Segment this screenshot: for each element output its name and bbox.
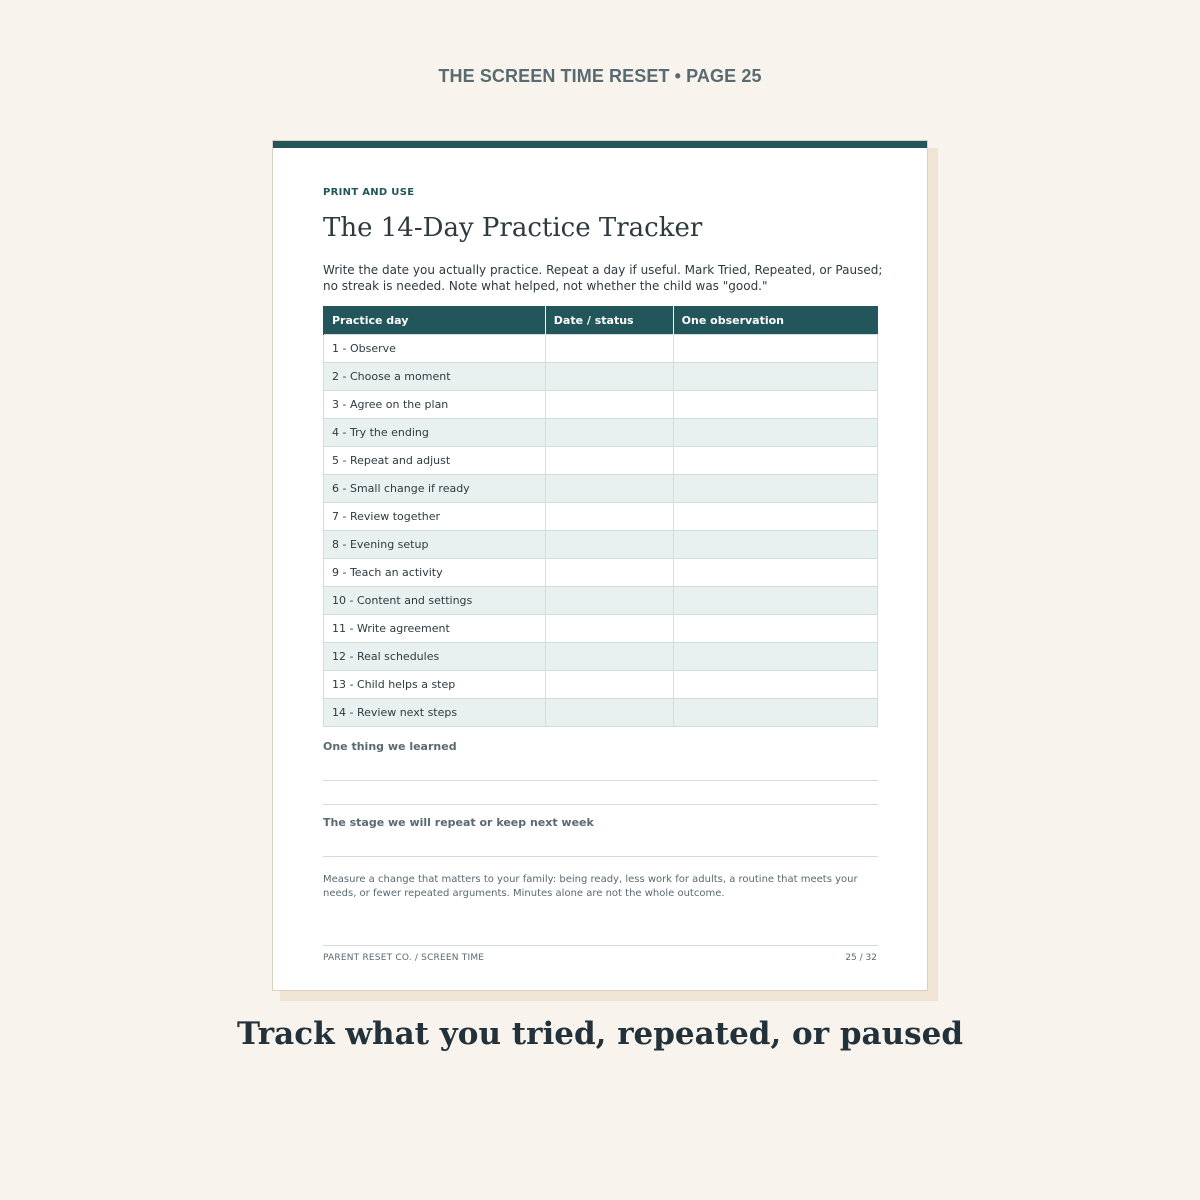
- observation-cell[interactable]: [673, 419, 877, 447]
- practice-day-cell: 5 - Repeat and adjust: [324, 447, 546, 475]
- observation-cell[interactable]: [673, 559, 877, 587]
- footer-page-number: 25 / 32: [845, 953, 877, 963]
- column-header-date-status: Date / status: [545, 306, 673, 335]
- repeat-stage-write-line[interactable]: [323, 856, 878, 857]
- slide-caption: Track what you tried, repeated, or paused: [236, 1016, 964, 1052]
- measure-note: Measure a change that matters to your family: being ready, less work for adults, a routine that meets your needs, or fewer repeated arguments. Minutes alone are not the whole outcome.: [323, 874, 858, 899]
- page-kicker: PRINT AND USE: [323, 187, 415, 198]
- practice-day-cell: 2 - Choose a moment: [324, 363, 546, 391]
- date-status-cell[interactable]: [545, 643, 673, 671]
- date-status-cell[interactable]: [545, 671, 673, 699]
- date-status-cell[interactable]: [545, 475, 673, 503]
- date-status-cell[interactable]: [545, 531, 673, 559]
- practice-tracker-table: [323, 306, 878, 727]
- observation-cell[interactable]: [673, 363, 877, 391]
- observation-cell[interactable]: [673, 587, 877, 615]
- practice-day-cell: 1 - Observe: [324, 335, 546, 363]
- observation-cell[interactable]: [673, 503, 877, 531]
- footer-divider: [323, 945, 878, 946]
- observation-cell[interactable]: [673, 335, 877, 363]
- practice-day-cell: 10 - Content and settings: [324, 587, 546, 615]
- date-status-cell[interactable]: [545, 615, 673, 643]
- learned-write-line-1[interactable]: [323, 780, 878, 781]
- table-row: [324, 475, 878, 503]
- date-status-cell[interactable]: [545, 363, 673, 391]
- practice-day-cell: 9 - Teach an activity: [324, 559, 546, 587]
- footer-publisher: PARENT RESET CO. / SCREEN TIME: [323, 953, 485, 963]
- date-status-cell[interactable]: [545, 503, 673, 531]
- observation-cell[interactable]: [673, 531, 877, 559]
- repeat-stage-label: The stage we will repeat or keep next week: [323, 816, 594, 829]
- date-status-cell[interactable]: [545, 587, 673, 615]
- practice-day-cell: 13 - Child helps a step: [324, 671, 546, 699]
- table-row: [324, 615, 878, 643]
- practice-day-cell: 8 - Evening setup: [324, 531, 546, 559]
- page-title: The 14-Day Practice Tracker: [323, 213, 703, 243]
- page-accent-bar: [273, 141, 927, 148]
- date-status-cell[interactable]: [545, 419, 673, 447]
- practice-day-cell: 14 - Review next steps: [324, 699, 546, 727]
- observation-cell[interactable]: [673, 671, 877, 699]
- table-row: [324, 531, 878, 559]
- table-row: [324, 335, 878, 363]
- table-row: [324, 699, 878, 727]
- observation-cell[interactable]: [673, 699, 877, 727]
- observation-cell[interactable]: [673, 447, 877, 475]
- table-row: [324, 391, 878, 419]
- practice-day-cell: 4 - Try the ending: [324, 419, 546, 447]
- column-header-observation: One observation: [673, 306, 877, 335]
- intro-text: Write the date you actually practice. Repeat a day if useful. Mark Tried, Repeated, or Paused; no streak is needed. Note what helped, not whether the child was "good.": [323, 263, 883, 293]
- learned-write-line-2[interactable]: [323, 804, 878, 805]
- practice-day-cell: 3 - Agree on the plan: [324, 391, 546, 419]
- worksheet-page: [272, 140, 928, 991]
- observation-cell[interactable]: [673, 391, 877, 419]
- learned-label: One thing we learned: [323, 740, 457, 753]
- date-status-cell[interactable]: [545, 335, 673, 363]
- observation-cell[interactable]: [673, 475, 877, 503]
- column-header-practice-day: Practice day: [324, 306, 546, 335]
- date-status-cell[interactable]: [545, 447, 673, 475]
- table-row: [324, 447, 878, 475]
- practice-day-cell: 6 - Small change if ready: [324, 475, 546, 503]
- table-row: [324, 643, 878, 671]
- observation-cell[interactable]: [673, 643, 877, 671]
- practice-day-cell: 11 - Write agreement: [324, 615, 546, 643]
- table-header-row: [324, 306, 878, 335]
- book-header: THE SCREEN TIME RESET • PAGE 25: [438, 66, 762, 86]
- table-row: [324, 559, 878, 587]
- table-row: [324, 419, 878, 447]
- observation-cell[interactable]: [673, 615, 877, 643]
- table-row: [324, 503, 878, 531]
- date-status-cell[interactable]: [545, 699, 673, 727]
- date-status-cell[interactable]: [545, 391, 673, 419]
- table-row: [324, 671, 878, 699]
- date-status-cell[interactable]: [545, 559, 673, 587]
- table-row: [324, 363, 878, 391]
- practice-day-cell: 12 - Real schedules: [324, 643, 546, 671]
- table-row: [324, 587, 878, 615]
- practice-day-cell: 7 - Review together: [324, 503, 546, 531]
